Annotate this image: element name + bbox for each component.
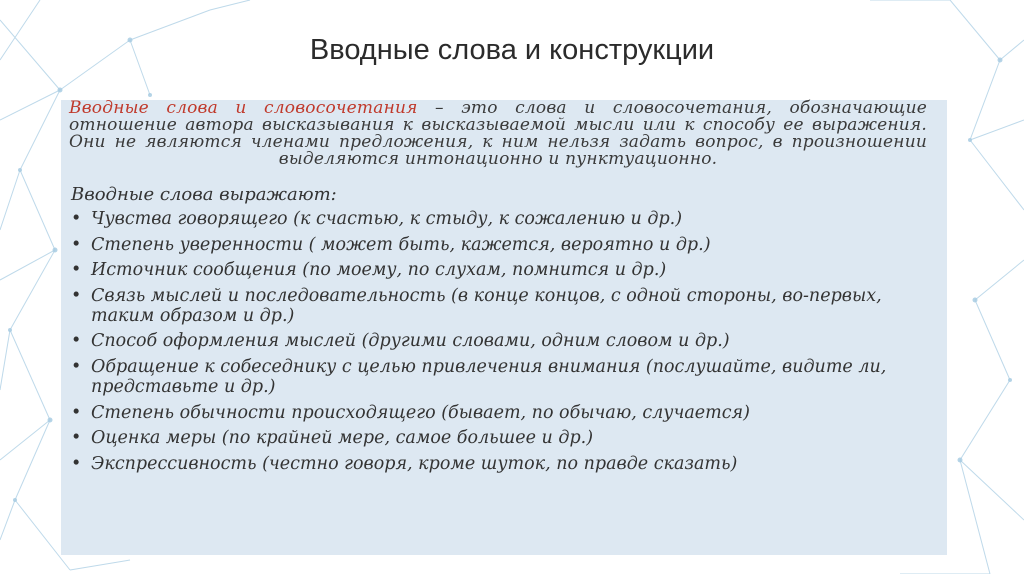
list-item [69, 286, 927, 326]
list-item-text: Оценка меры (по крайней мере, самое большее и др.) [91, 428, 594, 449]
list-item [69, 331, 927, 351]
list-item-text: Источник сообщения (по моему, по слухам, помнится и др.) [91, 260, 667, 281]
bullet-icon: • [71, 260, 82, 281]
list-item [69, 403, 927, 423]
bullet-icon: • [71, 428, 82, 449]
list-item-text: Степень обычности происходящего (бывает, по обычаю, случается) [91, 402, 750, 423]
bullet-icon: • [71, 453, 82, 474]
list-item [69, 260, 927, 280]
list-item-text: Степень уверенности ( может быть, кажется, вероятно и др.) [91, 234, 711, 255]
definition-term: Вводные слова и словосочетания [69, 98, 418, 118]
bullet-icon: • [71, 402, 82, 423]
list-item [69, 235, 927, 255]
definition-paragraph [69, 100, 927, 168]
bullet-icon: • [71, 285, 82, 306]
list-item [69, 428, 927, 448]
list-item [69, 357, 927, 397]
bullet-list [69, 209, 927, 474]
list-item-text: Чувства говорящего (к счастью, к стыду, к сожалению и др.) [91, 209, 683, 229]
bullet-icon: • [71, 331, 82, 352]
bullet-icon: • [71, 356, 82, 377]
list-item [69, 454, 927, 474]
list-item-text: Способ оформления мыслей (другими словами, одним словом и др.) [91, 331, 730, 352]
list-item-text: Связь мыслей и последовательность (в конце концов, с одной стороны, во-первых, таким образом и др.) [91, 285, 882, 326]
list-item [69, 209, 927, 229]
bullet-icon: • [71, 209, 82, 229]
slide-title: Вводные слова и конструкции [309, 34, 715, 66]
bullet-icon: • [71, 234, 82, 255]
definition-text: – это слова и словосочетания, обозначающие отношение автора высказывания к высказываемой мысли или к способу ее выражения. Они не являются членами предложения, к ним нельзя задать вопрос, в произношении выделяются интонационно и пунктуационно. [69, 98, 927, 169]
list-heading: Вводные слова выражают: [71, 184, 337, 205]
list-item-text: Обращение к собеседнику с целью привлечения внимания (послушайте, видите ли, представьте и др.) [91, 356, 887, 397]
list-item-text: Экспрессивность (честно говоря, кроме шуток, по правде сказать) [91, 453, 738, 474]
content-box [61, 100, 947, 555]
